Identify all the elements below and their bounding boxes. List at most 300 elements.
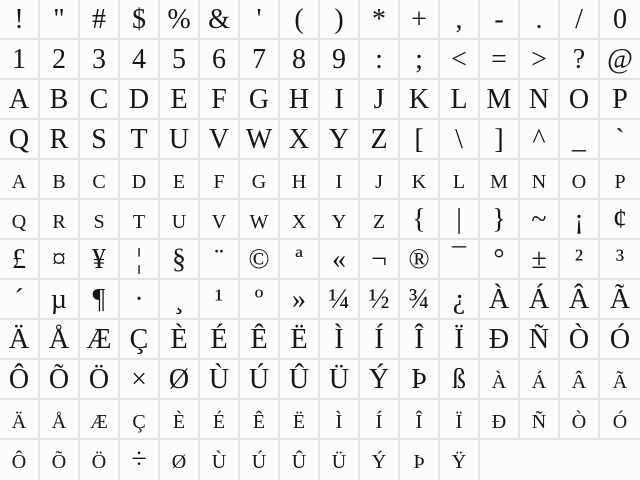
glyph-cell[interactable]: [280, 440, 320, 480]
glyph: 6: [212, 44, 226, 75]
glyph-cell[interactable]: [160, 80, 200, 120]
glyph-cell[interactable]: [120, 440, 160, 480]
glyph: k: [411, 164, 427, 195]
glyph: Ä: [8, 324, 30, 355]
glyph-cell[interactable]: [40, 400, 80, 440]
glyph-cell[interactable]: [240, 160, 280, 200]
glyph-cell[interactable]: [600, 0, 640, 40]
glyph: J: [373, 84, 385, 115]
glyph-cell[interactable]: [360, 320, 400, 360]
glyph-cell[interactable]: [80, 240, 120, 280]
glyph: .: [535, 4, 543, 35]
glyph-cell[interactable]: [520, 160, 560, 200]
glyph: 4: [132, 44, 146, 75]
glyph-cell[interactable]: [280, 80, 320, 120]
glyph: Þ: [411, 364, 427, 395]
glyph-cell[interactable]: [200, 120, 240, 160]
glyph-cell[interactable]: [320, 200, 360, 240]
glyph: Ø: [168, 364, 190, 395]
glyph-cell[interactable]: [80, 200, 120, 240]
glyph-cell[interactable]: [0, 400, 40, 440]
empty-cell: [560, 440, 600, 480]
glyph-cell[interactable]: [320, 320, 360, 360]
glyph: 3: [92, 44, 106, 75]
glyph-cell[interactable]: [160, 280, 200, 320]
glyph-cell[interactable]: [160, 40, 200, 80]
glyph: ó: [612, 404, 628, 435]
glyph-cell[interactable]: [520, 320, 560, 360]
glyph: y: [331, 204, 347, 235]
glyph: ¼: [328, 284, 350, 315]
glyph-cell[interactable]: [560, 240, 600, 280]
glyph-cell[interactable]: [120, 360, 160, 400]
glyph: A: [8, 84, 30, 115]
glyph-cell[interactable]: [40, 320, 80, 360]
glyph: }: [492, 204, 506, 235]
glyph: x: [291, 204, 307, 235]
glyph: ¶: [92, 284, 106, 315]
glyph-cell[interactable]: [480, 240, 520, 280]
glyph: W: [245, 124, 273, 155]
glyph-cell[interactable]: [240, 360, 280, 400]
glyph-cell[interactable]: [560, 0, 600, 40]
glyph-cell[interactable]: [400, 440, 440, 480]
glyph-cell[interactable]: [600, 400, 640, 440]
glyph: ï: [455, 404, 463, 435]
glyph-cell[interactable]: [280, 280, 320, 320]
glyph: ': [256, 4, 262, 35]
glyph: 8: [292, 44, 306, 75]
glyph-cell[interactable]: [120, 280, 160, 320]
glyph: ú: [251, 444, 267, 475]
glyph-cell[interactable]: [120, 400, 160, 440]
glyph-cell[interactable]: [480, 80, 520, 120]
glyph-cell[interactable]: [0, 440, 40, 480]
glyph-cell[interactable]: [560, 400, 600, 440]
glyph: ;: [415, 44, 423, 75]
glyph-cell[interactable]: [400, 320, 440, 360]
glyph-cell[interactable]: [0, 40, 40, 80]
glyph-cell[interactable]: [560, 280, 600, 320]
glyph: N: [528, 84, 550, 115]
glyph: :: [375, 44, 383, 75]
glyph: ¬: [371, 244, 387, 275]
glyph: l: [452, 164, 466, 195]
glyph: Ð: [488, 324, 510, 355]
glyph-cell[interactable]: [120, 0, 160, 40]
glyph-cell[interactable]: [440, 400, 480, 440]
glyph: ¢: [613, 204, 627, 235]
glyph-cell[interactable]: [80, 120, 120, 160]
glyph-cell[interactable]: [200, 0, 240, 40]
glyph: ´: [14, 284, 24, 315]
glyph-cell[interactable]: [440, 200, 480, 240]
glyph-cell[interactable]: [320, 440, 360, 480]
glyph-cell[interactable]: [280, 320, 320, 360]
glyph-cell[interactable]: [360, 360, 400, 400]
glyph-cell[interactable]: [560, 360, 600, 400]
glyph-cell[interactable]: [40, 360, 80, 400]
glyph-cell[interactable]: [320, 160, 360, 200]
glyph: ì: [335, 404, 343, 435]
glyph: G: [248, 84, 270, 115]
glyph-cell[interactable]: [320, 120, 360, 160]
glyph: õ: [51, 444, 67, 475]
glyph-cell[interactable]: [400, 80, 440, 120]
glyph-cell[interactable]: [600, 120, 640, 160]
glyph-cell[interactable]: [360, 160, 400, 200]
glyph: j: [375, 164, 383, 195]
glyph-cell[interactable]: [480, 280, 520, 320]
glyph-cell[interactable]: [280, 160, 320, 200]
glyph-cell[interactable]: [240, 440, 280, 480]
glyph-cell[interactable]: [120, 80, 160, 120]
glyph-cell[interactable]: [0, 320, 40, 360]
glyph: Û: [288, 364, 310, 395]
glyph-cell[interactable]: [360, 40, 400, 80]
glyph: ö: [91, 444, 107, 475]
glyph: °: [493, 244, 505, 275]
glyph: Ê: [250, 324, 268, 355]
glyph-cell[interactable]: [320, 0, 360, 40]
glyph: ®: [408, 244, 430, 275]
glyph-cell[interactable]: [440, 40, 480, 80]
glyph-cell[interactable]: [520, 280, 560, 320]
glyph-cell[interactable]: [280, 240, 320, 280]
glyph: À: [488, 284, 510, 315]
glyph-cell[interactable]: [480, 120, 520, 160]
glyph: ©: [248, 244, 270, 275]
glyph: Å: [48, 324, 70, 355]
glyph: Ç: [129, 324, 149, 355]
glyph-cell[interactable]: [240, 200, 280, 240]
glyph: ê: [252, 404, 266, 435]
glyph: Ã: [609, 284, 631, 315]
glyph: ¹: [214, 284, 224, 315]
glyph-cell[interactable]: [120, 320, 160, 360]
glyph-cell[interactable]: [400, 120, 440, 160]
glyph-cell[interactable]: [520, 360, 560, 400]
glyph-cell[interactable]: [0, 80, 40, 120]
glyph-cell[interactable]: [600, 240, 640, 280]
glyph-cell[interactable]: [120, 120, 160, 160]
glyph-cell[interactable]: [40, 0, 80, 40]
glyph: s: [93, 204, 105, 235]
glyph: «: [332, 244, 346, 275]
glyph: ü: [331, 444, 347, 475]
glyph: ¦: [136, 244, 142, 275]
glyph-cell[interactable]: [320, 240, 360, 280]
glyph-cell[interactable]: [400, 360, 440, 400]
glyph-cell[interactable]: [400, 240, 440, 280]
glyph-cell[interactable]: [240, 0, 280, 40]
glyph-cell[interactable]: [480, 0, 520, 40]
glyph-cell[interactable]: [480, 360, 520, 400]
glyph-cell[interactable]: [120, 200, 160, 240]
glyph-cell[interactable]: [160, 160, 200, 200]
glyph: T: [130, 124, 148, 155]
glyph: I: [334, 84, 344, 115]
glyph: ½: [368, 284, 390, 315]
glyph-cell[interactable]: [40, 200, 80, 240]
glyph-cell[interactable]: [200, 240, 240, 280]
glyph: ±: [531, 244, 547, 275]
glyph: d: [131, 164, 147, 195]
glyph: a: [11, 164, 27, 195]
glyph-cell[interactable]: [520, 120, 560, 160]
glyph-cell[interactable]: [280, 40, 320, 80]
glyph: M: [486, 84, 512, 115]
glyph-cell[interactable]: [520, 40, 560, 80]
glyph-cell[interactable]: [440, 0, 480, 40]
glyph-cell[interactable]: [80, 320, 120, 360]
glyph: Z: [370, 124, 388, 155]
glyph-cell[interactable]: [160, 120, 200, 160]
glyph-cell[interactable]: [480, 320, 520, 360]
glyph: Î: [414, 324, 424, 355]
glyph: ß: [452, 364, 466, 395]
glyph-cell[interactable]: [40, 40, 80, 80]
glyph-cell[interactable]: [0, 0, 40, 40]
glyph-cell[interactable]: [560, 120, 600, 160]
glyph-cell[interactable]: [80, 280, 120, 320]
glyph: Ñ: [528, 324, 550, 355]
glyph-cell[interactable]: [520, 200, 560, 240]
glyph-cell[interactable]: [280, 0, 320, 40]
glyph-cell[interactable]: [600, 320, 640, 360]
glyph: z: [372, 204, 386, 235]
glyph-cell[interactable]: [0, 360, 40, 400]
glyph-cell[interactable]: [600, 80, 640, 120]
glyph-cell[interactable]: [80, 80, 120, 120]
glyph-cell[interactable]: [280, 400, 320, 440]
glyph-cell[interactable]: [480, 160, 520, 200]
glyph-cell[interactable]: [560, 80, 600, 120]
glyph: O: [568, 84, 590, 115]
glyph-cell[interactable]: [560, 200, 600, 240]
glyph-cell[interactable]: [320, 80, 360, 120]
glyph-cell[interactable]: [0, 280, 40, 320]
glyph-cell[interactable]: [520, 0, 560, 40]
glyph-cell[interactable]: [400, 0, 440, 40]
glyph: o: [571, 164, 587, 195]
glyph-cell[interactable]: [160, 400, 200, 440]
glyph: +: [411, 4, 427, 35]
glyph-cell[interactable]: [240, 120, 280, 160]
glyph: ×: [131, 364, 147, 395]
glyph: É: [210, 324, 228, 355]
glyph-cell[interactable]: [120, 240, 160, 280]
glyph-cell[interactable]: [400, 280, 440, 320]
glyph: ð: [491, 404, 507, 435]
glyph: <: [451, 44, 467, 75]
glyph-cell[interactable]: [80, 0, 120, 40]
glyph: í: [375, 404, 383, 435]
glyph-cell[interactable]: [440, 240, 480, 280]
glyph-cell[interactable]: [360, 0, 400, 40]
glyph: ·: [134, 284, 144, 315]
glyph-cell[interactable]: [400, 40, 440, 80]
glyph-cell[interactable]: [240, 320, 280, 360]
glyph: å: [51, 404, 67, 435]
glyph-cell[interactable]: [240, 280, 280, 320]
glyph: S: [91, 124, 107, 155]
glyph-cell[interactable]: [280, 120, 320, 160]
glyph-cell[interactable]: [400, 400, 440, 440]
glyph-cell[interactable]: [320, 280, 360, 320]
glyph: E: [170, 84, 188, 115]
glyph: Ë: [290, 324, 308, 355]
glyph-cell[interactable]: [0, 240, 40, 280]
glyph-cell[interactable]: [80, 440, 120, 480]
glyph-cell[interactable]: [520, 400, 560, 440]
glyph: Ý: [368, 364, 390, 395]
glyph-cell[interactable]: [40, 280, 80, 320]
glyph: ª: [295, 244, 303, 275]
glyph: v: [211, 204, 227, 235]
glyph-cell[interactable]: [440, 440, 480, 480]
glyph-cell[interactable]: [200, 400, 240, 440]
glyph-cell[interactable]: [200, 160, 240, 200]
glyph-cell[interactable]: [280, 200, 320, 240]
glyph: Í: [374, 324, 384, 355]
glyph: á: [531, 364, 547, 395]
glyph-cell[interactable]: [600, 200, 640, 240]
glyph-cell[interactable]: [0, 160, 40, 200]
glyph-cell[interactable]: [320, 40, 360, 80]
glyph: Ò: [568, 324, 590, 355]
glyph: e: [172, 164, 186, 195]
glyph: ]: [494, 124, 504, 155]
glyph: _: [572, 124, 586, 155]
glyph: ^: [532, 124, 546, 155]
glyph-cell[interactable]: [120, 40, 160, 80]
glyph-cell[interactable]: [40, 240, 80, 280]
glyph: ¥: [92, 244, 106, 275]
glyph: r: [52, 204, 66, 235]
glyph: î: [415, 404, 423, 435]
glyph-cell[interactable]: [80, 160, 120, 200]
glyph: Ù: [208, 364, 230, 395]
glyph-cell[interactable]: [240, 40, 280, 80]
glyph: p: [614, 164, 626, 195]
glyph-cell[interactable]: [80, 400, 120, 440]
glyph-cell[interactable]: [160, 200, 200, 240]
glyph-cell[interactable]: [520, 80, 560, 120]
glyph: i: [335, 164, 343, 195]
glyph-cell[interactable]: [0, 200, 40, 240]
glyph-cell[interactable]: [600, 40, 640, 80]
glyph-cell[interactable]: [200, 80, 240, 120]
glyph-cell[interactable]: [160, 0, 200, 40]
glyph-cell[interactable]: [280, 360, 320, 400]
glyph-cell[interactable]: [80, 40, 120, 80]
glyph: ³: [615, 244, 625, 275]
glyph-cell[interactable]: [400, 200, 440, 240]
glyph-cell[interactable]: [40, 440, 80, 480]
glyph-cell[interactable]: [480, 400, 520, 440]
glyph-cell[interactable]: [0, 120, 40, 160]
glyph-cell[interactable]: [440, 120, 480, 160]
glyph-cell[interactable]: [560, 160, 600, 200]
glyph-cell[interactable]: [160, 240, 200, 280]
glyph: m: [490, 164, 508, 195]
glyph-cell[interactable]: [240, 400, 280, 440]
glyph-cell[interactable]: [360, 80, 400, 120]
glyph: »: [292, 284, 306, 315]
glyph: %: [167, 4, 191, 35]
glyph-cell[interactable]: [320, 400, 360, 440]
glyph-cell[interactable]: [600, 160, 640, 200]
glyph-cell[interactable]: [440, 80, 480, 120]
glyph-cell[interactable]: [440, 320, 480, 360]
glyph-cell[interactable]: [160, 320, 200, 360]
glyph-cell[interactable]: [480, 200, 520, 240]
glyph-cell[interactable]: [200, 200, 240, 240]
glyph-cell[interactable]: [200, 360, 240, 400]
glyph: L: [450, 84, 468, 115]
glyph-cell[interactable]: [200, 280, 240, 320]
glyph-cell[interactable]: [440, 160, 480, 200]
glyph-cell[interactable]: [600, 360, 640, 400]
glyph-cell[interactable]: [320, 360, 360, 400]
glyph-cell[interactable]: [240, 80, 280, 120]
glyph-cell[interactable]: [360, 400, 400, 440]
glyph: *: [372, 4, 386, 35]
glyph-cell[interactable]: [360, 200, 400, 240]
glyph: >: [531, 44, 547, 75]
glyph-cell[interactable]: [360, 280, 400, 320]
glyph: Æ: [86, 324, 112, 355]
glyph: §: [172, 244, 186, 275]
glyph-cell[interactable]: [560, 320, 600, 360]
glyph-cell[interactable]: [80, 360, 120, 400]
glyph-cell[interactable]: [480, 40, 520, 80]
glyph-cell[interactable]: [560, 40, 600, 80]
glyph: ë: [292, 404, 306, 435]
glyph-cell[interactable]: [160, 360, 200, 400]
glyph-cell[interactable]: [240, 240, 280, 280]
glyph-cell[interactable]: [200, 440, 240, 480]
glyph: q: [11, 204, 27, 235]
glyph-cell[interactable]: [200, 40, 240, 80]
glyph-cell[interactable]: [200, 320, 240, 360]
glyph: Ö: [88, 364, 110, 395]
glyph: ý: [371, 444, 387, 475]
glyph-cell[interactable]: [40, 80, 80, 120]
glyph-cell[interactable]: [440, 280, 480, 320]
glyph: ~: [531, 204, 547, 235]
glyph-cell[interactable]: [360, 440, 400, 480]
glyph-cell[interactable]: [360, 240, 400, 280]
glyph: ¿: [452, 284, 466, 315]
glyph: F: [211, 84, 227, 115]
glyph-cell[interactable]: [40, 120, 80, 160]
glyph: {: [412, 204, 426, 235]
glyph-cell[interactable]: [360, 120, 400, 160]
glyph-cell[interactable]: [40, 160, 80, 200]
glyph-cell[interactable]: [120, 160, 160, 200]
glyph-cell[interactable]: [520, 240, 560, 280]
glyph-cell[interactable]: [160, 440, 200, 480]
glyph: ¯: [452, 244, 466, 275]
empty-cell: [480, 440, 520, 480]
glyph-cell[interactable]: [400, 160, 440, 200]
glyph-cell[interactable]: [600, 280, 640, 320]
glyph-cell[interactable]: [440, 360, 480, 400]
glyph: ": [53, 4, 65, 35]
glyph: ù: [211, 444, 227, 475]
